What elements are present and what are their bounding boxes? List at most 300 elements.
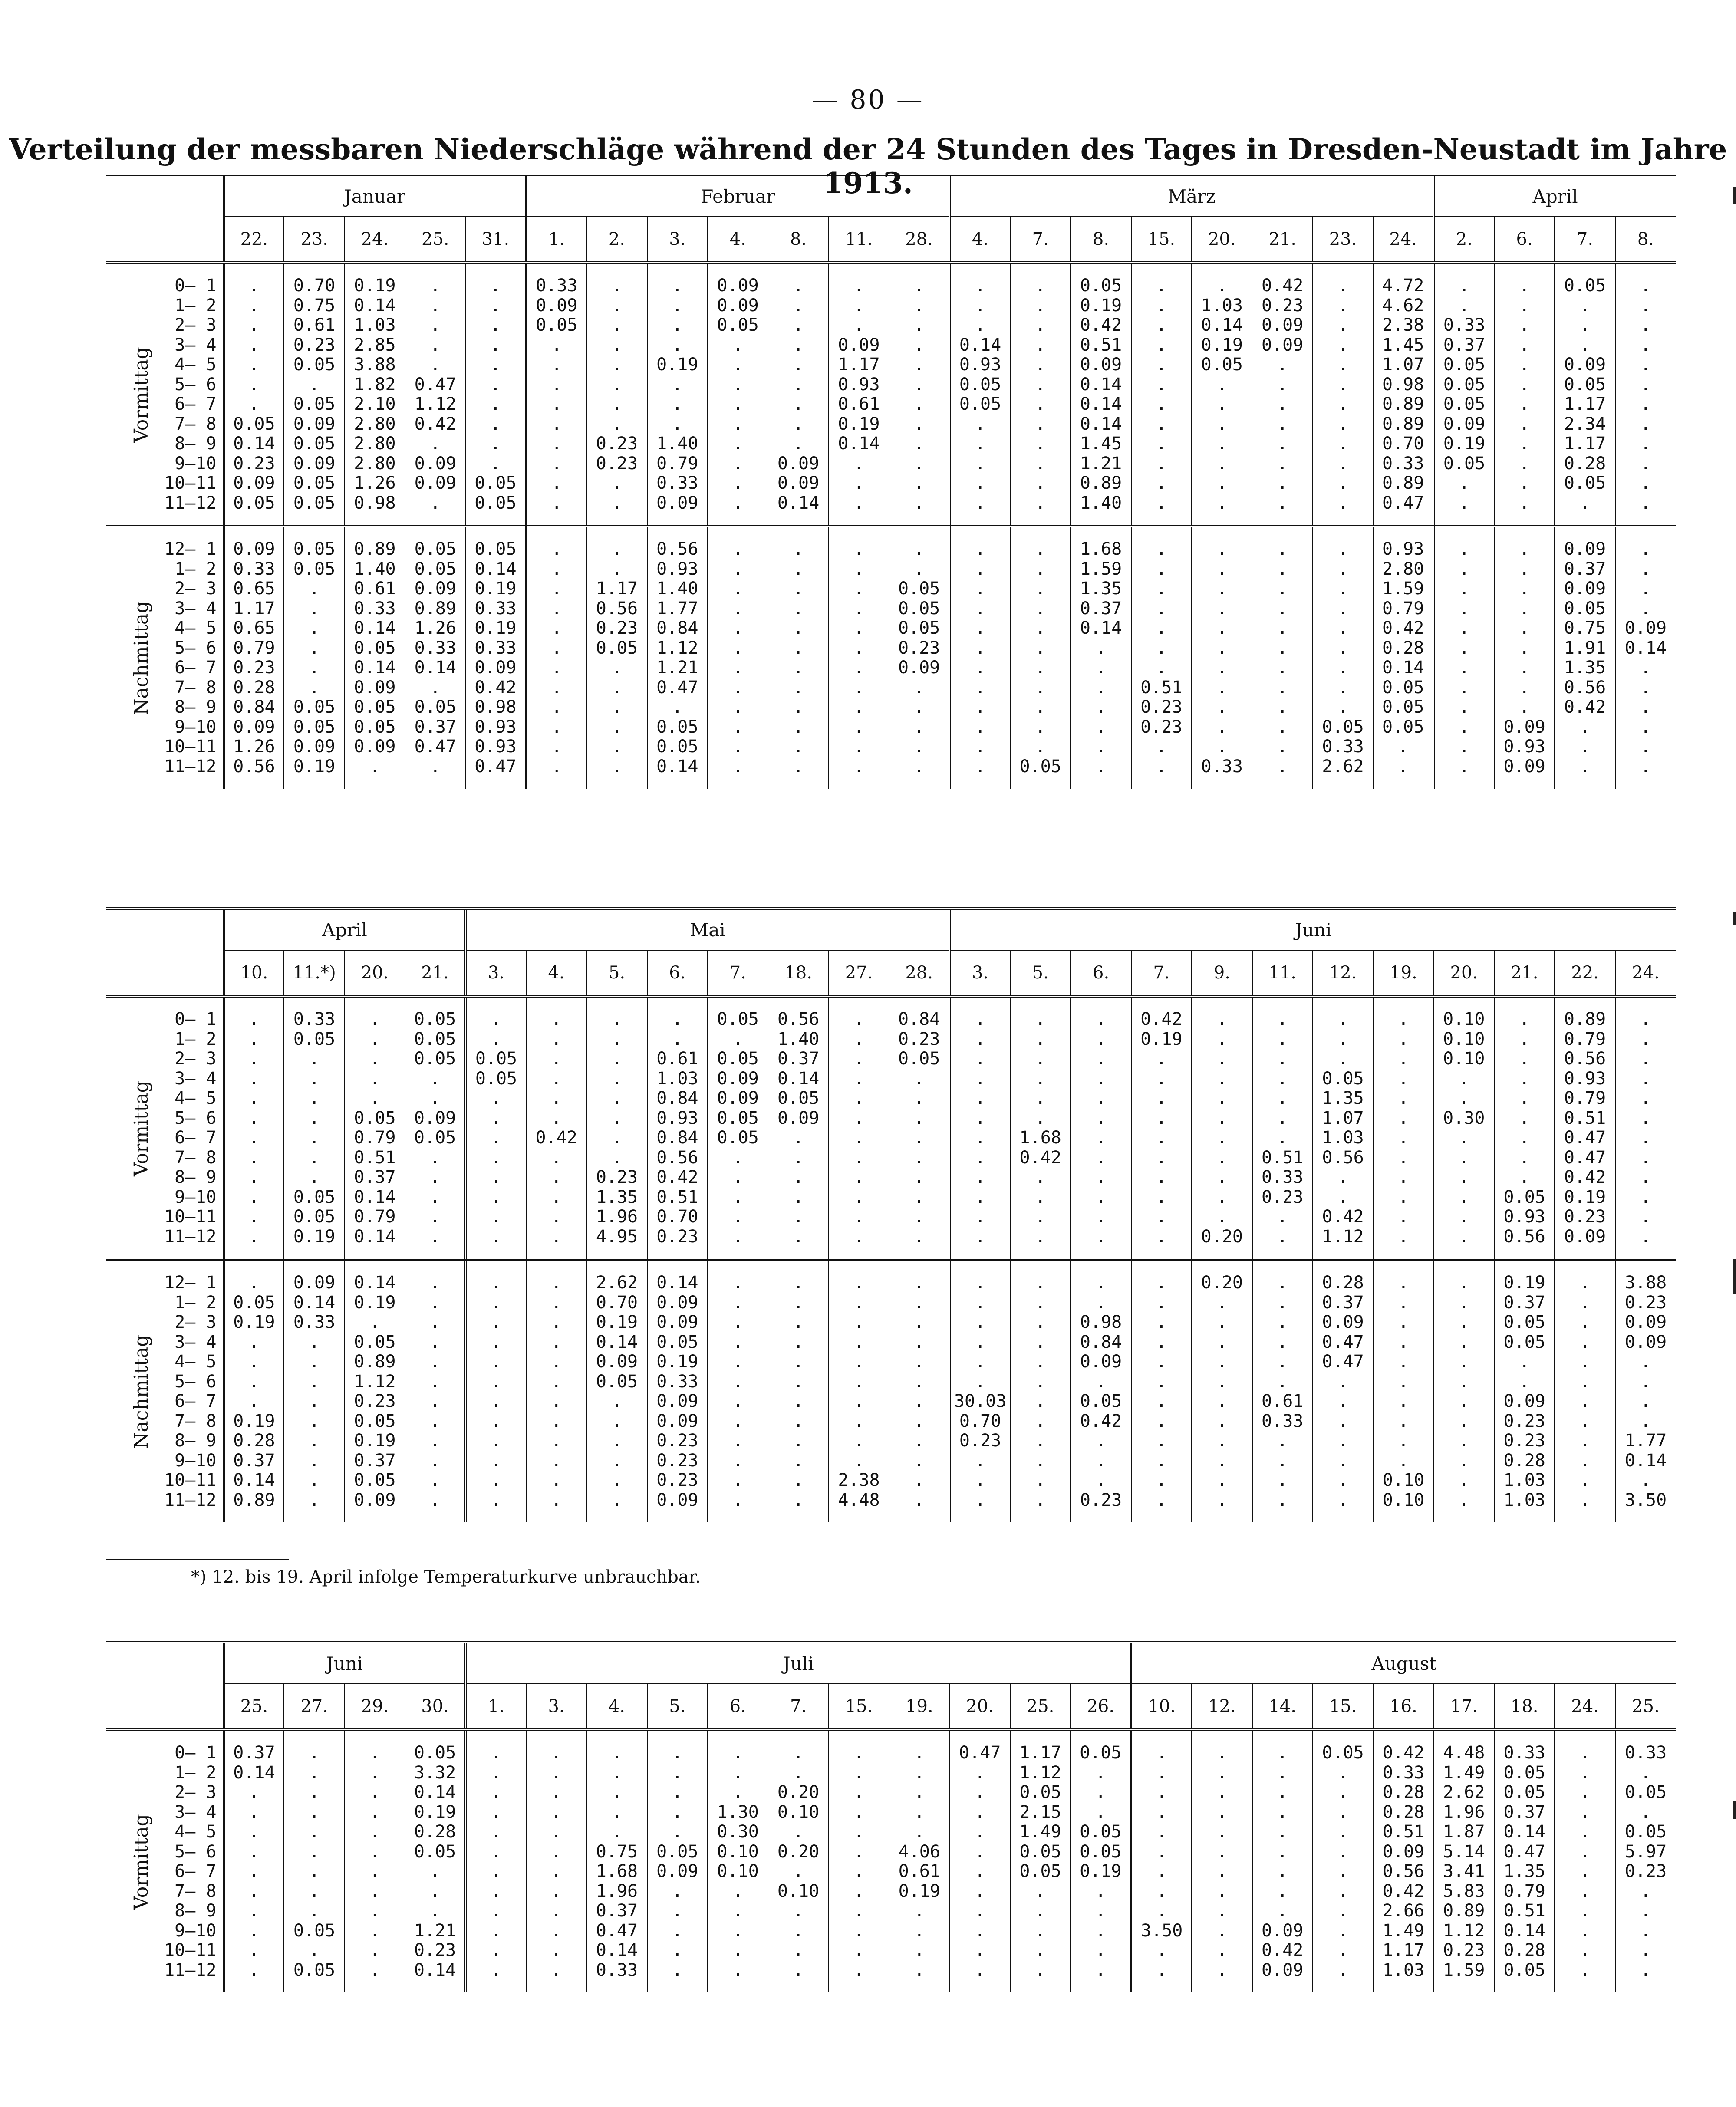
spacer-cell — [526, 777, 586, 789]
value-cell: . — [950, 296, 1010, 316]
value-cell: 0.84 — [647, 1089, 708, 1109]
value-cell: . — [405, 1392, 465, 1412]
value-cell: 3.41 — [1434, 1862, 1494, 1882]
value-cell: 1.17 — [586, 579, 647, 599]
value-cell: . — [466, 1188, 526, 1208]
value-cell: . — [1010, 395, 1071, 415]
spacer-cell — [1192, 527, 1252, 540]
day-header: 4. — [526, 950, 586, 996]
value-cell: . — [526, 757, 586, 777]
spacer-cell — [950, 1260, 1010, 1274]
value-cell: . — [950, 454, 1010, 474]
value-cell: . — [466, 434, 526, 454]
value-cell: 0.10 — [708, 1862, 768, 1882]
value-cell: . — [1071, 1188, 1131, 1208]
value-cell: . — [1252, 434, 1312, 454]
day-header: 19. — [889, 1684, 949, 1730]
value-cell: . — [1192, 619, 1252, 639]
hour-label: 8— 9 — [106, 1431, 224, 1451]
value-cell: 0.93 — [1494, 737, 1555, 757]
value-cell: . — [1640, 579, 1651, 599]
spacer-cell — [1131, 1247, 1192, 1260]
value-cell: 0.05 — [405, 1743, 465, 1763]
value-cell: . — [768, 619, 828, 639]
value-cell: . — [1010, 1188, 1071, 1208]
value-cell: . — [586, 737, 647, 757]
value-cell: . — [1131, 1901, 1192, 1921]
value-cell: . — [224, 1273, 284, 1293]
value-cell: . — [1071, 1227, 1131, 1247]
value-cell: . — [889, 434, 949, 454]
value-cell: . — [1640, 737, 1651, 757]
value-cell: 0.05 — [405, 1128, 465, 1148]
value-cell: . — [526, 1901, 586, 1921]
value-cell: 0.05 — [1071, 1743, 1131, 1763]
value-cell: . — [1192, 276, 1252, 296]
spacer-cell — [647, 1980, 708, 1992]
value-cell: 2.62 — [586, 1273, 647, 1293]
value-cell: . — [950, 1168, 1010, 1188]
value-cell: 0.14 — [224, 1471, 284, 1491]
value-cell: . — [1313, 1372, 1373, 1392]
value-cell: . — [1252, 474, 1312, 494]
value-cell: . — [526, 737, 586, 757]
value-cell: . — [1313, 599, 1373, 619]
value-cell: . — [1252, 1471, 1313, 1491]
value-cell: . — [1192, 658, 1252, 678]
corner-cell — [106, 1684, 224, 1730]
value-cell: . — [708, 375, 768, 395]
value-cell: 0.09 — [1624, 1332, 1667, 1352]
value-cell: 0.70 — [647, 1207, 708, 1227]
value-cell: 0.05 — [1313, 1069, 1373, 1089]
value-cell: . — [889, 375, 949, 395]
value-cell: 0.37 — [768, 1049, 828, 1069]
spacer-cell — [1192, 1730, 1252, 1743]
value-cell: . — [1010, 718, 1071, 737]
value-cell: 1.68 — [586, 1862, 647, 1882]
value-cell: . — [889, 1941, 949, 1961]
value-cell: . — [1555, 757, 1615, 777]
value-cell: 0.10 — [1373, 1471, 1433, 1491]
spacer-cell — [1010, 1730, 1071, 1743]
value-cell: . — [526, 1783, 586, 1803]
value-cell: . — [1131, 1803, 1192, 1823]
value-cell: 0.05 — [708, 1010, 768, 1030]
value-cell: . — [1252, 1030, 1313, 1050]
value-cell: . — [1192, 678, 1252, 698]
value-cell: . — [1555, 1412, 1615, 1432]
value-cell: . — [1071, 1049, 1131, 1069]
value-cell: . — [1252, 1352, 1313, 1372]
value-cell: 0.70 — [1373, 434, 1433, 454]
hour-label: 4— 5 — [106, 1352, 224, 1372]
value-cell: 0.75 — [586, 1842, 647, 1862]
value-cell: 0.37 — [405, 718, 465, 737]
spacer-cell — [1071, 1260, 1131, 1274]
hour-label: 3— 4 — [106, 1069, 224, 1089]
value-cell: 0.93 — [466, 737, 526, 757]
value-cell: . — [466, 1783, 526, 1803]
value-cell: . — [466, 1392, 526, 1412]
table-row — [106, 1148, 1676, 1168]
spacer-cell — [1373, 263, 1433, 276]
hour-label: 12— 1 — [106, 540, 224, 560]
value-cell: . — [950, 1882, 1010, 1902]
value-cell: 0.37 — [345, 1451, 405, 1471]
value-cell: . — [1192, 1010, 1252, 1030]
value-cell: 0.05 — [1555, 474, 1615, 494]
value-cell: 0.09 — [1555, 355, 1615, 375]
value-cell: . — [405, 1471, 465, 1491]
value-cell: . — [950, 1451, 1010, 1471]
value-cell: . — [586, 678, 647, 698]
table-row — [106, 1293, 1676, 1313]
value-cell: . — [950, 1089, 1010, 1109]
value-cell: 2.80 — [1373, 560, 1433, 579]
spacer-cell — [950, 1980, 1010, 1992]
value-cell: 0.19 — [829, 415, 889, 435]
value-cell: . — [1131, 1862, 1192, 1882]
day-header: 22. — [1555, 950, 1615, 996]
value-cell: . — [284, 1128, 344, 1148]
value-cell: 0.33 — [1373, 454, 1433, 474]
value-cell: . — [1192, 1901, 1252, 1921]
value-cell: . — [950, 1803, 1010, 1823]
value-cell: . — [526, 434, 586, 454]
value-cell: 0.20 — [1192, 1273, 1252, 1293]
value-cell: . — [1494, 395, 1555, 415]
value-cell: . — [829, 1273, 889, 1293]
value-cell: . — [224, 1882, 284, 1902]
value-cell: . — [647, 698, 708, 718]
value-cell: 0.05 — [345, 639, 405, 658]
value-cell: 0.33 — [1192, 757, 1252, 777]
spacer-cell — [1252, 777, 1312, 789]
value-cell: . — [284, 1168, 344, 1188]
value-cell: . — [1640, 559, 1651, 579]
value-cell: . — [829, 1128, 889, 1148]
value-cell: . — [466, 1333, 526, 1353]
value-cell: . — [1373, 1313, 1433, 1333]
value-cell: . — [1313, 1412, 1373, 1432]
value-cell: . — [1494, 474, 1555, 494]
value-cell: . — [889, 395, 949, 415]
value-cell: . — [1434, 1412, 1494, 1432]
value-cell: . — [1131, 355, 1192, 375]
value-cell: . — [1192, 1763, 1252, 1783]
value-cell: 0.19 — [345, 1293, 405, 1313]
value-cell: . — [1640, 454, 1651, 474]
value-cell: 0.05 — [708, 1049, 768, 1069]
value-cell: . — [1071, 1128, 1131, 1148]
value-cell: 0.05 — [284, 1030, 344, 1050]
value-cell: 0.23 — [586, 434, 647, 454]
value-cell: . — [1252, 355, 1312, 375]
spacer-cell — [345, 1980, 405, 1992]
spacer-cell — [647, 996, 708, 1010]
value-cell: . — [345, 1901, 405, 1921]
value-cell: 0.05 — [284, 1921, 344, 1941]
value-cell: . — [889, 1227, 949, 1247]
value-cell: . — [1640, 335, 1651, 355]
value-cell: 0.14 — [768, 494, 828, 514]
spacer-cell — [526, 996, 586, 1010]
hour-label: 11—12 — [106, 1491, 224, 1511]
value-cell: . — [1313, 1010, 1373, 1030]
day-header: 12. — [1192, 1684, 1252, 1730]
day-header: 20. — [1192, 217, 1252, 263]
value-cell: . — [1434, 579, 1494, 599]
value-cell: . — [284, 1089, 344, 1109]
value-cell: 0.37 — [1313, 1293, 1373, 1313]
value-cell: . — [1434, 1333, 1494, 1353]
vormittag-label: Vormittag — [130, 1814, 152, 1910]
spacer-cell — [345, 1730, 405, 1743]
value-cell: . — [950, 658, 1010, 678]
value-cell: . — [1373, 1207, 1433, 1227]
value-cell: 4.48 — [829, 1491, 889, 1511]
value-cell: 1.77 — [1624, 1431, 1667, 1451]
table-row — [106, 276, 1676, 296]
spacer-cell — [284, 1510, 344, 1522]
month-header: Mai — [466, 909, 950, 950]
value-cell: 0.14 — [405, 658, 465, 678]
value-cell: . — [526, 1743, 586, 1763]
spacer-cell — [1373, 1247, 1433, 1260]
value-cell: . — [466, 1273, 526, 1293]
value-cell: . — [1313, 316, 1373, 336]
value-cell: . — [889, 1333, 949, 1353]
spacer-cell — [1252, 1247, 1313, 1260]
page-edge-mark — [1733, 912, 1736, 925]
value-cell: . — [768, 1148, 828, 1168]
value-cell: 1.91 — [1555, 639, 1615, 658]
value-cell: . — [405, 1313, 465, 1333]
spacer-row — [106, 263, 1676, 276]
value-cell: . — [1071, 1471, 1131, 1491]
value-cell: . — [1010, 619, 1071, 639]
value-cell: 0.89 — [405, 599, 465, 619]
value-cell: 0.14 — [1071, 395, 1131, 415]
value-cell: . — [1434, 1313, 1494, 1333]
value-cell: . — [1131, 375, 1192, 395]
value-cell: . — [224, 1803, 284, 1823]
value-cell: . — [1131, 1763, 1192, 1783]
spacer-cell — [526, 527, 586, 540]
value-cell: 0.05 — [224, 1293, 284, 1313]
value-cell: . — [224, 375, 284, 395]
value-cell: . — [526, 1491, 586, 1511]
value-cell: . — [526, 415, 586, 435]
value-cell: . — [889, 1451, 949, 1471]
hour-label: 9—10 — [106, 718, 224, 737]
value-cell: . — [526, 1207, 586, 1227]
spacer-cell — [647, 1247, 708, 1260]
value-cell: 0.56 — [1494, 1227, 1555, 1247]
value-cell: . — [224, 1862, 284, 1882]
value-cell: 0.61 — [829, 395, 889, 415]
value-cell: . — [1640, 1148, 1651, 1168]
day-header: 10. — [224, 950, 284, 996]
value-cell: . — [1131, 1109, 1192, 1129]
value-cell: . — [1555, 1901, 1615, 1921]
value-cell: . — [1434, 1128, 1494, 1148]
value-cell: 0.47 — [1373, 494, 1433, 514]
value-cell: . — [345, 1763, 405, 1783]
value-cell: . — [586, 1783, 647, 1803]
value-cell: . — [1010, 296, 1071, 316]
value-cell: . — [829, 1109, 889, 1129]
value-cell: 0.09 — [1494, 1392, 1555, 1412]
value-cell: 0.51 — [1131, 678, 1192, 698]
value-cell: . — [586, 395, 647, 415]
value-cell: . — [405, 757, 465, 777]
value-cell: 0.56 — [1373, 1862, 1433, 1882]
value-cell: . — [1010, 474, 1071, 494]
value-cell: 0.05 — [1192, 355, 1252, 375]
value-cell: . — [1010, 1207, 1071, 1227]
value-cell: . — [768, 678, 828, 698]
value-cell: . — [526, 1313, 586, 1333]
value-cell: . — [405, 1352, 465, 1372]
value-cell: . — [224, 1069, 284, 1089]
spacer-cell — [1131, 1260, 1192, 1274]
day-header: 19. — [1373, 950, 1433, 996]
value-cell: 1.17 — [224, 599, 284, 619]
value-cell: . — [1131, 1333, 1192, 1353]
value-cell: . — [829, 1227, 889, 1247]
value-cell: . — [1192, 1392, 1252, 1412]
value-cell: . — [586, 1128, 647, 1148]
spacer-cell — [889, 527, 949, 540]
value-cell: 0.30 — [708, 1822, 768, 1842]
hour-label: 11—12 — [106, 757, 224, 777]
value-cell: . — [1373, 1352, 1433, 1372]
value-cell: 0.19 — [466, 579, 526, 599]
value-cell: 1.40 — [647, 579, 708, 599]
spacer-cell — [768, 1510, 828, 1522]
value-cell: . — [708, 454, 768, 474]
value-cell: . — [950, 1842, 1010, 1862]
value-cell: . — [466, 1168, 526, 1188]
table-row — [106, 1333, 1676, 1353]
spacer-cell — [586, 263, 647, 276]
value-cell: . — [1555, 296, 1615, 316]
spacer-cell — [708, 513, 768, 527]
value-cell: 0.33 — [284, 1010, 344, 1030]
value-cell: 0.37 — [586, 1901, 647, 1921]
value-cell: 0.89 — [1373, 415, 1433, 435]
value-cell: 0.05 — [889, 1049, 949, 1069]
hour-label: 10—11 — [106, 1471, 224, 1491]
value-cell: . — [224, 296, 284, 316]
spacer-cell — [224, 263, 284, 276]
value-cell: . — [1313, 1392, 1373, 1412]
spacer-cell — [829, 1510, 889, 1522]
value-cell: . — [829, 737, 889, 757]
value-cell: . — [1313, 1783, 1373, 1803]
value-cell: 0.09 — [1434, 415, 1494, 435]
value-cell: . — [1131, 1188, 1192, 1208]
value-cell: . — [1640, 474, 1651, 493]
spacer-row — [106, 1260, 1676, 1274]
value-cell: . — [1010, 579, 1071, 599]
value-cell: . — [405, 1227, 465, 1247]
value-cell: . — [1434, 1168, 1494, 1188]
spacer-cell — [1010, 263, 1071, 276]
value-cell: . — [345, 1049, 405, 1069]
value-cell: . — [647, 1921, 708, 1941]
value-cell: . — [768, 1372, 828, 1392]
value-cell: 0.42 — [647, 1168, 708, 1188]
value-cell: . — [889, 1188, 949, 1208]
spacer-cell — [586, 513, 647, 527]
value-cell: 1.26 — [345, 474, 405, 494]
value-cell: . — [829, 316, 889, 336]
value-cell: 1.12 — [345, 1372, 405, 1392]
value-cell: . — [1252, 1763, 1313, 1783]
value-cell: . — [1555, 316, 1615, 336]
value-cell: . — [1494, 560, 1555, 579]
table-row — [106, 1451, 1676, 1471]
value-cell: 0.05 — [224, 415, 284, 435]
page-edge-mark — [1733, 1259, 1736, 1294]
value-cell: . — [647, 1763, 708, 1783]
value-cell: 0.42 — [1555, 698, 1615, 718]
value-cell: . — [586, 494, 647, 514]
value-cell: 4.72 — [1373, 276, 1433, 296]
table-row — [106, 1188, 1676, 1208]
value-cell: 0.05 — [1313, 718, 1373, 737]
value-cell: . — [708, 1352, 768, 1372]
value-cell: 1.03 — [1192, 296, 1252, 316]
value-cell: . — [950, 1763, 1010, 1783]
value-cell: . — [1010, 1227, 1071, 1247]
day-header: 8. — [1071, 217, 1131, 263]
spacer-cell — [1192, 263, 1252, 276]
value-cell: . — [768, 1392, 828, 1412]
value-cell: . — [708, 540, 768, 560]
value-cell: . — [345, 757, 405, 777]
value-cell: . — [768, 718, 828, 737]
value-cell: 0.42 — [1373, 1882, 1433, 1902]
value-cell: . — [1010, 336, 1071, 356]
spacer-cell — [1131, 996, 1192, 1010]
value-cell: . — [1494, 1168, 1555, 1188]
value-cell: . — [1494, 639, 1555, 658]
value-cell: 0.28 — [1373, 1783, 1433, 1803]
month-header: Juni — [224, 1642, 466, 1684]
value-cell: 0.09 — [889, 658, 949, 678]
value-cell: . — [1494, 276, 1555, 296]
value-cell: . — [526, 1412, 586, 1432]
value-cell: . — [466, 316, 526, 336]
value-cell: 0.33 — [224, 560, 284, 579]
value-cell: 0.05 — [1373, 678, 1433, 698]
value-cell: . — [1434, 639, 1494, 658]
value-cell: 0.05 — [405, 1010, 465, 1030]
value-cell: . — [829, 1392, 889, 1412]
value-cell: . — [1192, 579, 1252, 599]
value-cell: . — [889, 1471, 949, 1491]
value-cell: . — [224, 1921, 284, 1941]
value-cell: 0.19 — [466, 619, 526, 639]
value-cell: 0.33 — [1434, 316, 1494, 336]
value-cell: . — [829, 540, 889, 560]
value-cell: . — [405, 678, 465, 698]
value-cell: 0.61 — [345, 579, 405, 599]
